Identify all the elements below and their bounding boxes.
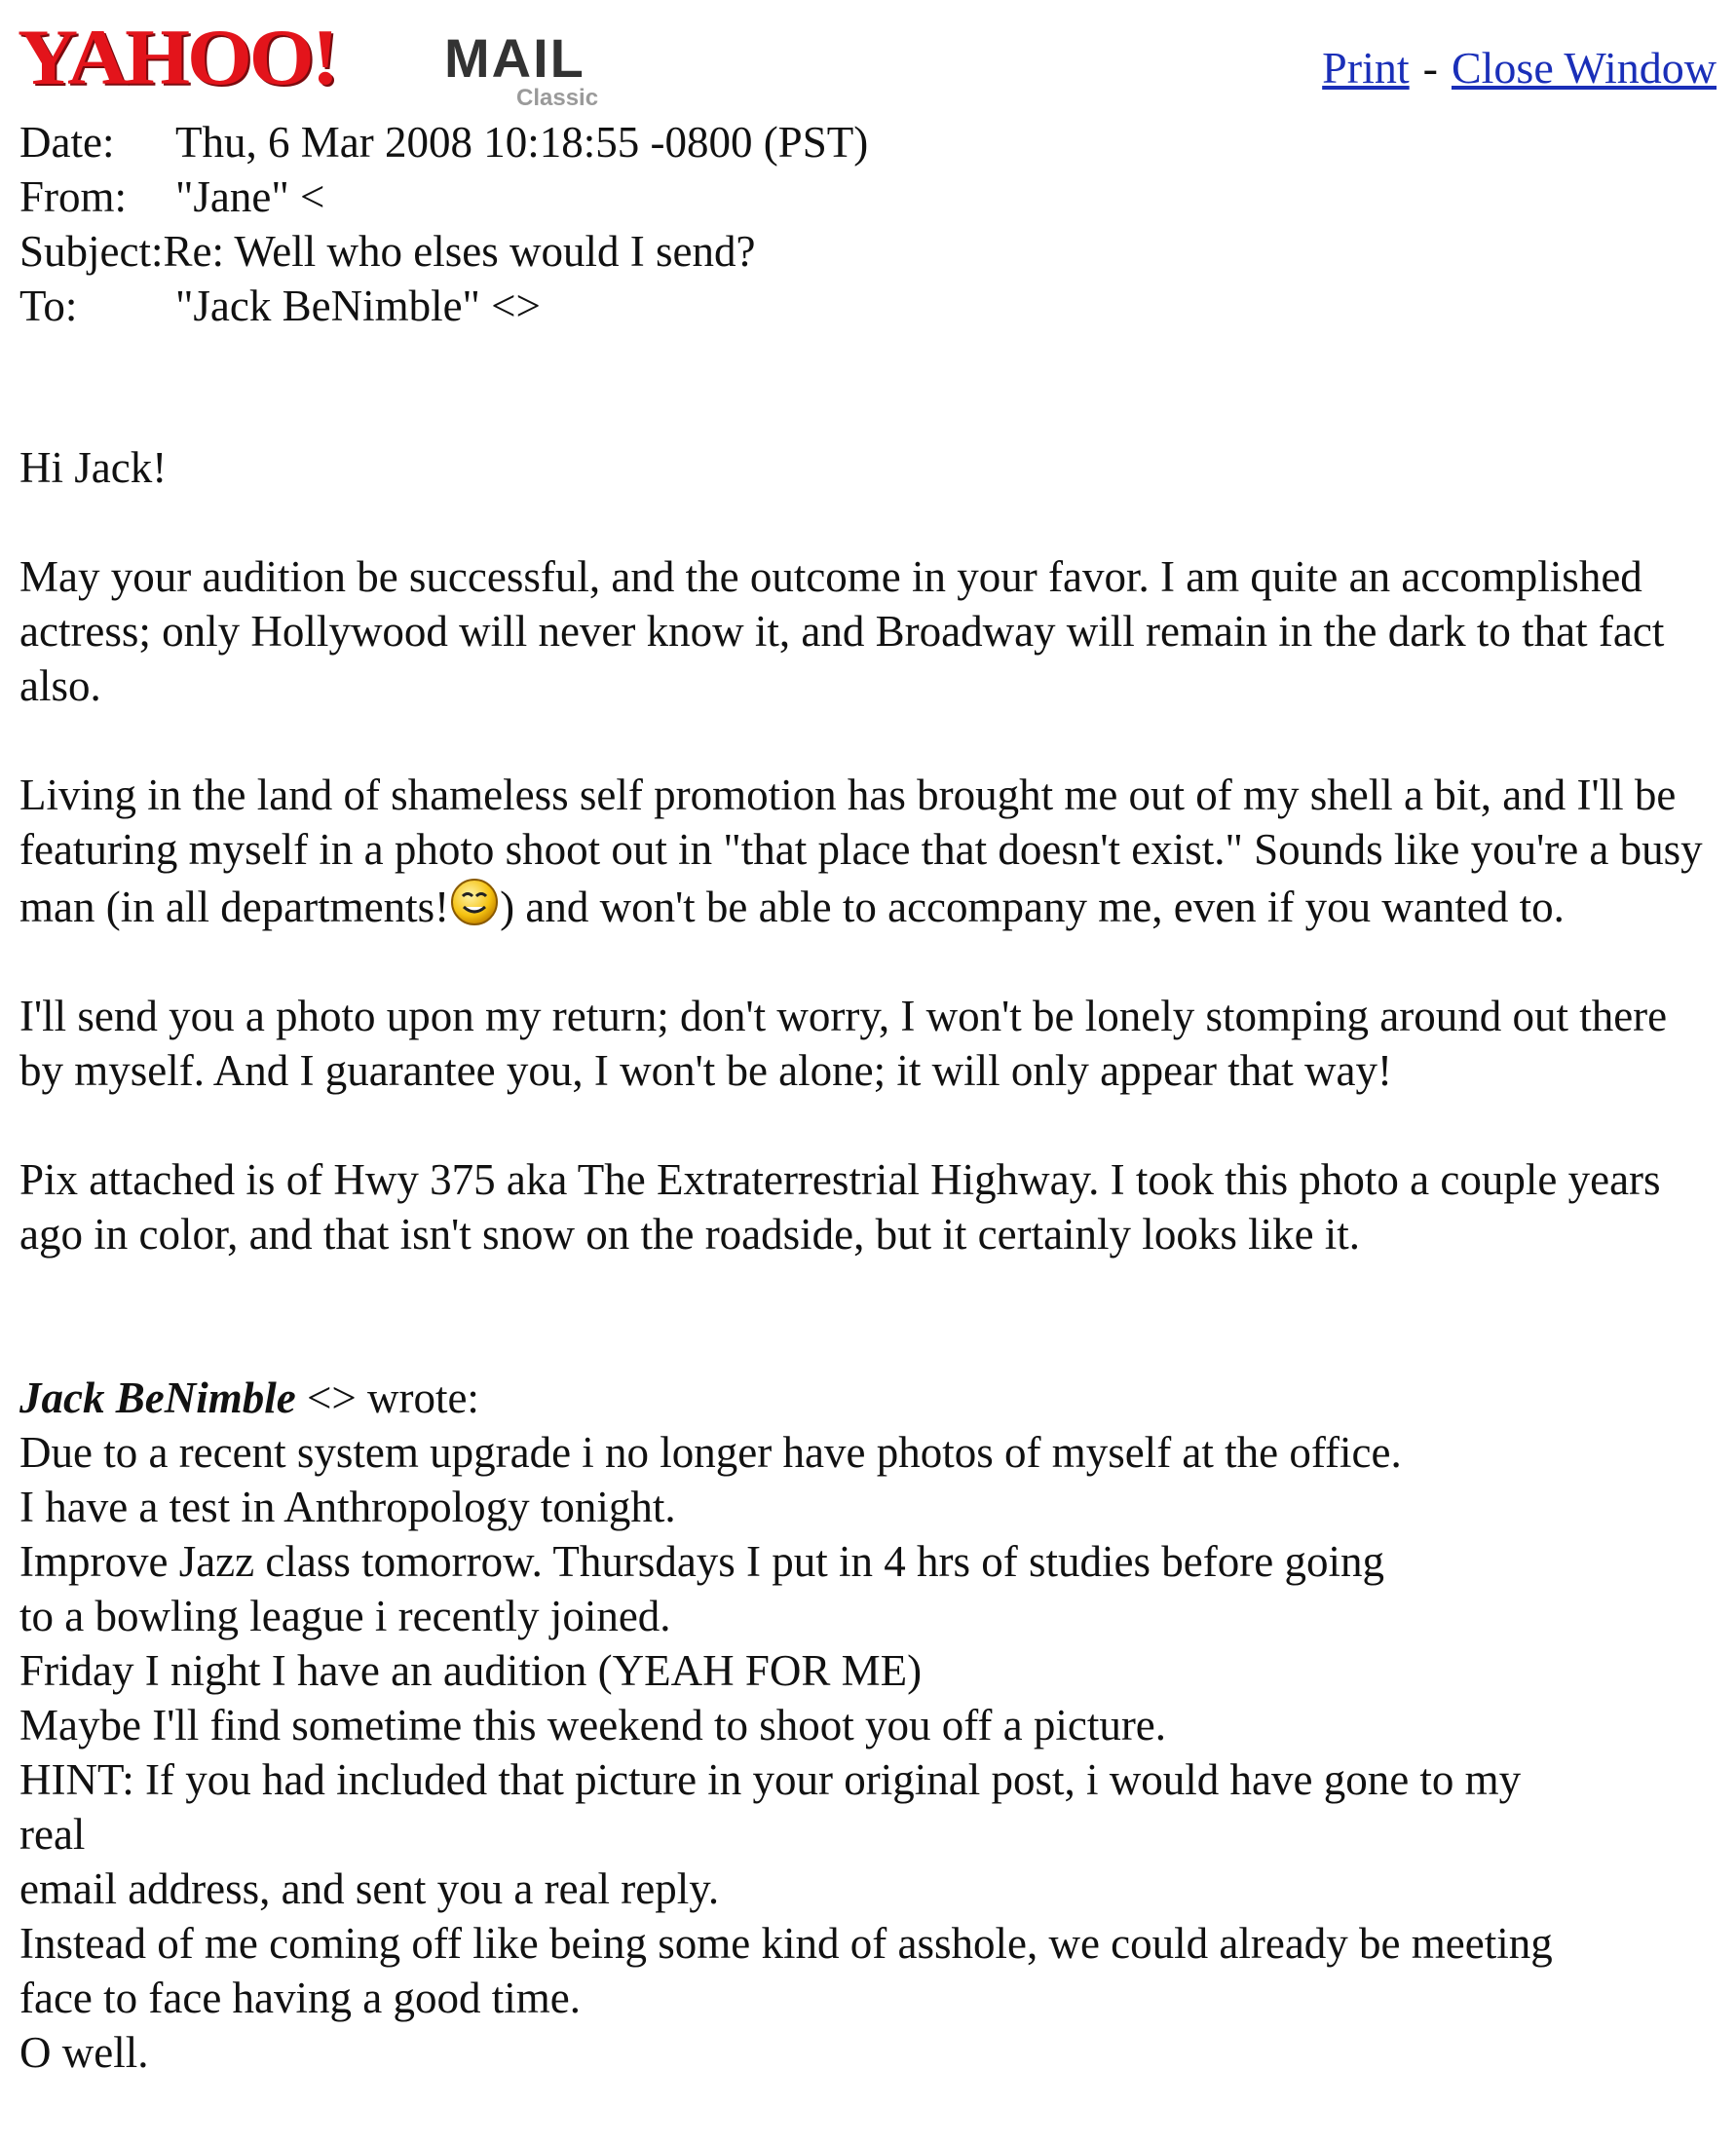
to-value: "Jack BeNimble" <> — [175, 282, 541, 330]
subject-row — [19, 224, 868, 279]
from-value: "Jane" < — [175, 172, 325, 221]
quote-line: O well. — [19, 2028, 149, 2077]
subject-value: Re: Well who elses would I send? — [163, 227, 756, 276]
paragraph-2-part-a: Living in the land of shameless self promotion has brought me out of my shell a bit, and I'll be featuring myself in a photo shoot out in "that place that doesn't exist." Sounds like you're a busy man (in all departments! — [19, 771, 1703, 931]
quote-line: email address, and sent you a real reply. — [19, 1864, 720, 1913]
quoted-message — [19, 1371, 1715, 2080]
message-headers — [19, 115, 868, 333]
to-label: To: — [19, 282, 78, 330]
paragraph-4: Pix attached is of Hwy 375 aka The Extraterrestrial Highway. I took this photo a couple years ago in color, and that isn't snow on the roadside, but it certainly looks like it. — [19, 1155, 1661, 1259]
quote-line: Friday I night I have an audition (YEAH FOR ME) — [19, 1646, 923, 1695]
quote-line: real — [19, 1810, 86, 1859]
message-body — [19, 440, 1715, 2080]
from-label: From: — [19, 172, 128, 221]
mail-wordmark: MAIL — [444, 27, 585, 89]
from-row — [19, 169, 868, 224]
classic-label: Classic — [516, 85, 599, 111]
quote-line: Improve Jazz class tomorrow. Thursdays I put in 4 hrs of studies before going — [19, 1537, 1384, 1586]
subject-label: Subject: — [19, 227, 164, 276]
to-row — [19, 279, 868, 333]
paragraph-3: I'll send you a photo upon my return; don't worry, I won't be lonely stomping around out there by myself. And I guarantee you, I won't be alone; it will only appear that way! — [19, 992, 1668, 1095]
date-value: Thu, 6 Mar 2008 10:18:55 -0800 (PST) — [175, 118, 869, 167]
paragraph-2-part-b: ) and won't be able to accompany me, even if you wanted to. — [500, 883, 1565, 931]
paragraph-2 — [19, 768, 1715, 934]
greeting: Hi Jack! — [19, 443, 168, 492]
quote-line: I have a test in Anthropology tonight. — [19, 1483, 676, 1531]
quote-line: Maybe I'll find sometime this weekend to shoot you off a picture. — [19, 1701, 1167, 1749]
quote-line: face to face having a good time. — [19, 1974, 581, 2022]
quote-line: Due to a recent system upgrade i no longer have photos of myself at the office. — [19, 1428, 1402, 1477]
yahoo-wordmark: YAHOO! — [18, 13, 337, 101]
print-link[interactable]: Print — [1322, 43, 1410, 93]
quote-author: Jack BeNimble — [19, 1373, 296, 1422]
date-label: Date: — [19, 118, 115, 167]
paragraph-1: May your audition be successful, and the outcome in your favor. I am quite an accomplished actress; only Hollywood will never know it, and Broadway will remain in the dark to that fact also. — [19, 552, 1665, 710]
window-actions — [1322, 43, 1717, 94]
yahoo-mail-logo — [18, 13, 602, 115]
quote-author-suffix: <> wrote: — [295, 1373, 479, 1422]
quote-line: HINT: If you had included that picture in your original post, i would have gone to my — [19, 1755, 1522, 1804]
quote-attribution — [19, 1371, 1715, 1425]
quote-line: to a bowling league i recently joined. — [19, 1592, 671, 1640]
quote-line: Instead of me coming off like being some kind of asshole, we could already be meeting — [19, 1919, 1553, 1968]
date-row — [19, 115, 868, 169]
smiley-emoticon-icon — [449, 877, 500, 927]
close-window-link[interactable]: Close Window — [1451, 43, 1717, 93]
link-separator: - — [1422, 43, 1438, 93]
